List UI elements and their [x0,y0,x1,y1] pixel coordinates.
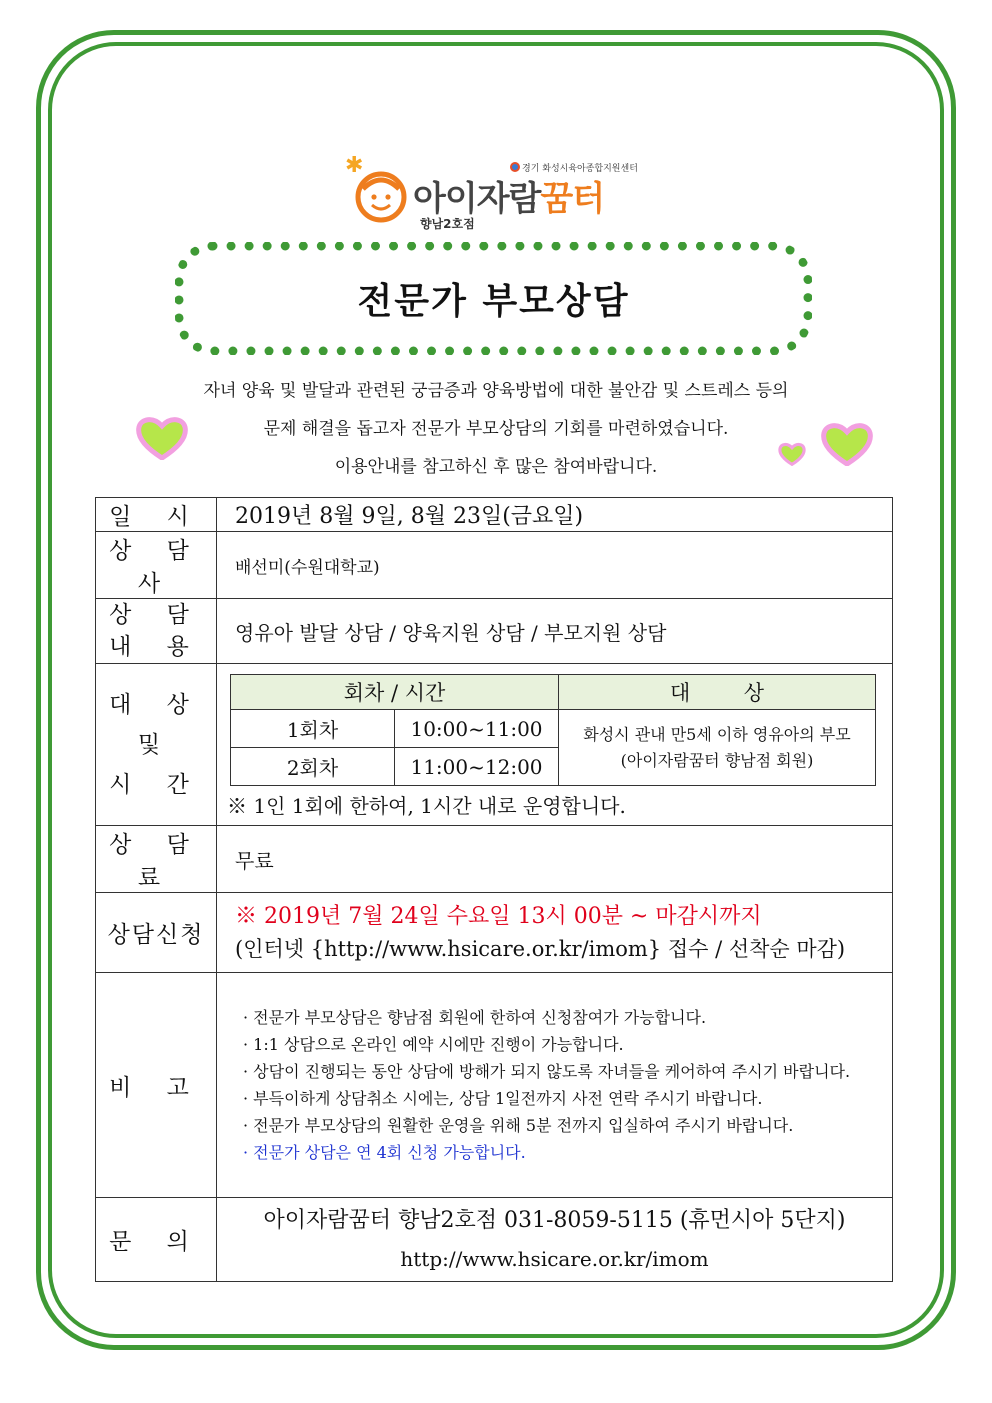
session-time: 10:00~11:00 [395,710,559,748]
intro-line-3: 이용안내를 참고하신 후 많은 참여바랍니다. [334,457,658,477]
list-item: · 부득이하게 상담취소 시에는, 상담 1일전까지 사전 연락 주시기 바랍니다. [243,1089,763,1108]
session-no: 2회차 [231,748,395,786]
counselor-label: 상 담 사 [96,532,217,599]
logo-name: 아이자람꿈터 [413,179,605,219]
center-name: 경기 화성시육아종합지원센터 [510,161,638,174]
remarks-value [217,973,893,1198]
content-label: 상 담 내 용 [96,599,217,664]
session-time: 11:00~12:00 [395,748,559,786]
contact-url[interactable]: http://www.hsicare.or.kr/imom [400,1246,709,1271]
table-row [231,675,876,710]
contact-label: 문 의 [96,1198,217,1282]
target-cell [217,664,893,826]
table-row [96,893,893,973]
remarks-list [237,1004,874,1166]
target-note: ※ 1인 1회에 한하여, 1시간 내로 운영합니다. [227,794,626,818]
date-label: 일 시 [96,498,217,532]
table-row [96,498,893,532]
table-row [96,826,893,893]
table-row [96,532,893,599]
smiley-face-icon [353,167,409,223]
heart-icon [820,422,874,466]
list-item: · 상담이 진행되는 동안 상담에 방해가 되지 않도록 자녀들을 케어하여 주시기 바랍니다. [243,1062,851,1081]
fee-value: 무료 [217,826,893,893]
session-header: 회차 / 시간 [231,675,559,710]
apply-deadline: ※ 2019년 7월 24일 수요일 13시 00분 ~ 마감시까지 [235,903,762,929]
page-title: 전문가 부모상담 [357,280,630,322]
intro-line-1: 자녀 양육 및 발달과 관련된 궁금증과 양육방법에 대한 불안감 및 스트레스 등의 [203,381,789,401]
target-label: 대 상 및 시 간 [96,664,217,826]
target-description: 화성시 관내 만5세 이하 영유아의 부모 (아이자람꿈터 향남점 회원) [559,710,876,786]
apply-method: (인터넷 {http://www.hsicare.or.kr/imom} 접수 / 선착순 마감) [235,936,846,961]
table-row [96,973,893,1198]
content-value: 영유아 발달 상담 / 양육지원 상담 / 부모지원 상담 [217,599,893,664]
intro-line-2: 문제 해결을 돕고자 전문가 부모상담의 기회를 마련하였습니다. [263,419,729,439]
table-row [96,664,893,826]
table-row [231,710,876,748]
logo [345,155,645,235]
session-no: 1회차 [231,710,395,748]
heart-icon [135,416,189,460]
list-item: · 전문가 부모상담의 원활한 운영을 위해 5분 전까지 입실하여 주시기 바랍니다. [243,1116,794,1135]
table-row [96,599,893,664]
contact-value [217,1198,893,1282]
list-item: · 전문가 상담은 연 4회 신청 가능합니다. [243,1143,526,1162]
info-table [95,497,893,1282]
list-item: · 1:1 상담으로 온라인 예약 시에만 진행이 가능합니다. [243,1035,624,1054]
title-box [175,242,812,355]
star-icon: ✱ [345,153,364,178]
table-row [96,1198,893,1282]
apply-label: 상담신청 [96,893,217,973]
session-table [230,674,876,786]
list-item: · 전문가 부모상담은 향남점 회원에 한하여 신청참여가 가능합니다. [243,1008,707,1027]
contact-line-1: 아이자람꿈터 향남2호점 031-8059-5115 (휴먼시아 5단지) [263,1207,846,1233]
fee-label: 상 담 료 [96,826,217,893]
logo-branch: 향남2호점 [420,217,475,231]
counselor-value: 배선미(수원대학교) [217,532,893,599]
target-header: 대 상 [559,675,876,710]
remarks-label: 비 고 [96,973,217,1198]
apply-value [217,893,893,973]
heart-icon [778,442,806,466]
date-value: 2019년 8월 9일, 8월 23일(금요일) [217,498,893,532]
